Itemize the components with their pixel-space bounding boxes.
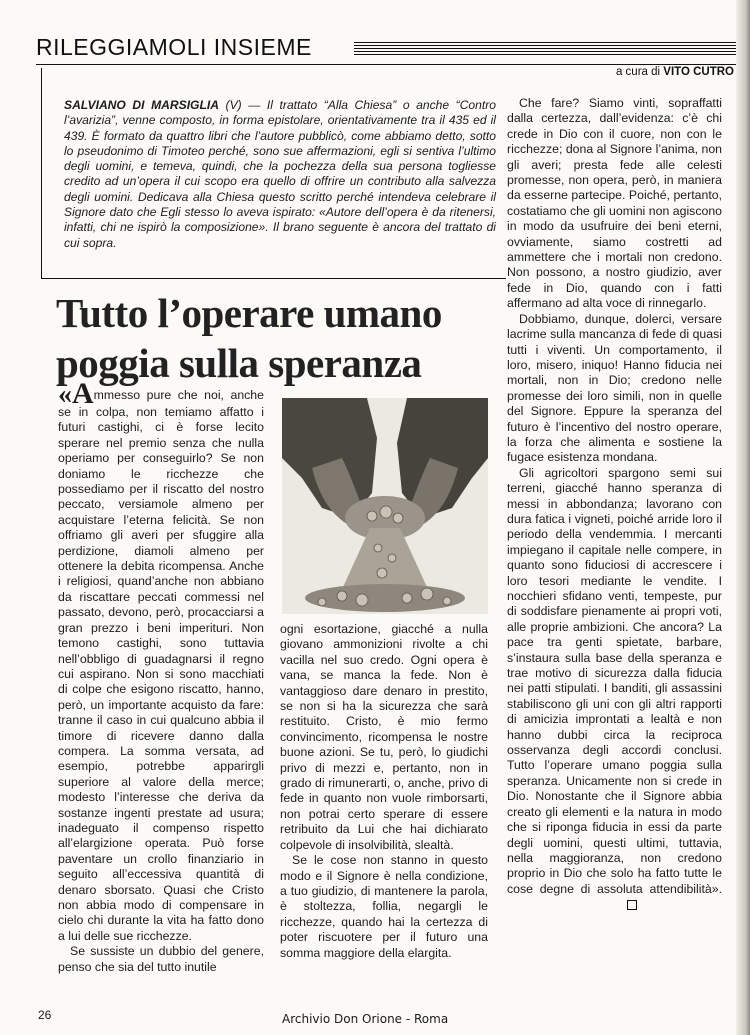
intro-text: (V) — Il trattato “Alla Chiesa” o anche “Contro l’avarizia”, venne composto, in forma epistolare, orientativamente tra il 435 ed il 439. È formato da quattro libri che l’autore pubblicò, come abbiamo detto, sotto lo pseudonimo di Timoteo perché, sono sue affermazioni, egli si sentiva l’ultimo degli uomini, e temeva, quindi, che la pochezza della sua persona togliesse credito ad un’opera il cui scopo era quello di offrire un contributo alla salvezza degli uomini. Dedicava alla Chiesa questo scritto perché intendeva celebrare il Signore dato che Egli stesso lo aveva ispirato: «Autore dell’opera è da ritenersi, infatti, chi ne ispirò la composizione». Il brano seguente è ancora del trattato di cui sopra. [64, 98, 496, 250]
header-rule [36, 64, 736, 65]
page-edge-shadow [736, 0, 750, 1035]
article-paragraph: Dobbiamo, dunque, dolerci, versare lacrime sulla mancanza di fede di quasi tutti i viventi. Un comportamento, il loro, misero, iniquo! Hanno fiducia nei mortali, non in Dio; credono nelle promesse dei loro simili, non in quelle del Signore. Eppure la speranza del futuro è l’incentivo del nostro operare, la forza che alimenta e sostiene la fugace esistenza mondana. [507, 311, 722, 465]
article-column-3 [507, 96, 722, 913]
credit-name: VITO CUTRO [663, 66, 734, 78]
end-of-article-box-icon [627, 900, 637, 910]
article-paragraph: Se le cose non stanno in questo modo e il Signore è nella condizione, a tuo giudizio, di mantenere la parola, è stoltezza, follia, negargli le ricchezze, quando hai la certezza di poter riscuotere per il futuro una somma maggiore della elargita. [280, 853, 488, 960]
open-quote: « [58, 379, 72, 410]
intro-frame-left [41, 68, 42, 278]
article-column-2 [280, 622, 488, 961]
article-paragraph: Che fare? Siamo vinti, sopraffatti dalla certezza, dall’evidenza: c’è chi crede in Dio con il cuore, non con le ricchezze; dona al Signore l’anima, non gli averi; presta fede alle celesti promesse, non opera, però, in maniera da esserne partecipe. Poiché, pertanto, costatiamo che gli uomini non agiscono in modo da usufruire dei beni eterni, ovviamente, siamo costretti ad ammettere che i mortali non credono. Non possono, a nostro giudizio, aver fede in Dio, quando con i fatti affermano ad alta voce di rinnegarlo. [507, 96, 722, 311]
section-header [36, 34, 736, 68]
intro-author: SALVIANO DI MARSIGLIA [64, 98, 219, 112]
coins-hands-photo [282, 398, 488, 614]
paragraph-text: Gli agricoltori spargono semi sui terreni, giacché hanno speranza di messi in abbondanza; lavorano con dura fatica i vigneti, poiché arride loro il periodo della vendemmia. I mercanti impiegano il capitale nelle compere, in quanto sono fiduciosi di accrescere i loro tesori mediante le vendite. I nocchieri sfidano venti, tempeste, pur di soddisfare pienamente ai propri voti, alle proprie ambizioni. Che ancora? La pace tra genti spietate, barbare, s’instaura sulla base della speranza e trae motivo di sicurezza dalla fiducia nei patti stipulati. I banditi, gli assassini stabiliscono gli uni con gli altri rapporti di amicizia improntati a lealtà e non hanno dubbi circa la reciproca osservanza degli accordi conclusi. Tutto l’operare umano poggia sulla speranza. Unicamente non si crede in Dio. Nonostante che il Signore abbia creato gli elementi e la natura in modo che si riponga fiducia in essi da parte degli uomini, questi ultimi, tuttavia, nella maggioranza, non credono proprio in Dio che solo ha fatto tutte le cose degne di assoluta attendibilità». [507, 465, 722, 896]
paragraph-text: mmesso pure che noi, anche se in colpa, non temiamo affatto i futuri castighi, ci è forse lecito sperare nel premio senza che nulla operiamo per conseguirlo? Se non doniamo le ricchezze che possediamo per il riscatto del nostro peccato, versiamole almeno per acquistare l’eterna felicità. Se non offriamo gli averi per sfuggire alla perdizione, diamoli almeno per ottenere la debita ricompensa. Anche i religiosi, quand’anche non abbiano da riscattare peccati commessi nel passato, devono, però, procacciarsi a gran prezzo i beni imperituri. Non temono castighi, sono tuttavia nell’obbligo di guadagnarsi il regno cui aspirano. Non si sono macchiati di colpe che esigono riscatto, hanno, però, un importante acquisto da fare: tranne il caso in cui qualcuno abbia il timore di ricevere danno dalla compera. La somma versata, ad esempio, potrebbe apparirgli superiore al valore della merce; modesto l’interesse che deriva da sostanze ingenti prestate ad usura; inadeguato il compenso rispetto all’elargizione operata. Può forse paventare un crollo finanziario in seguito all’eccessiva quantità di denaro sborsato. Quasi che Cristo non abbia modo di compensare in cielo chi durante la vita ha fatto dono a lui delle sue ricchezze. [58, 388, 264, 943]
drop-cap: A [72, 377, 94, 410]
section-title: RILEGGIAMOLI INSIEME [36, 34, 312, 60]
article-paragraph: Se sussiste un dubbio del genere, penso che sia del tutto inutile [58, 944, 264, 974]
coins-hands-illustration [282, 398, 488, 614]
article-paragraph [507, 466, 722, 913]
page-number: 26 [38, 1008, 52, 1022]
article-headline: Tutto l’operare umano poggia sulla speranza [56, 290, 442, 386]
intro-frame-bottom [41, 278, 506, 279]
article-column-1 [58, 377, 264, 975]
archive-footer: Archivio Don Orione - Roma [282, 1012, 449, 1026]
author-credit [616, 66, 734, 78]
article-paragraph: ogni esortazione, giacché a nulla giovano ammonizioni rivolte a chi vacilla nel suo credo. Ogni opera è vana, se manca la fede. Non è vantaggioso dare denaro in prestito, se non si ha la sicurezza che sarà restituito. Cristo, è mio fermo convincimento, ricompensa le nostre buone azioni. Se tu, però, lo giudichi privo di mezzi e, pertanto, non in grado di rimunerarti, o, anche, privo di fede in quanto non vuole rimborsarti, non potrai certo sperare di essere retribuito da Lui che hai dichiarato colpevole di insolvibilità, slealtà. [280, 622, 488, 852]
article-paragraph [58, 377, 264, 944]
header-decorative-lines [354, 42, 736, 56]
credit-prefix: a cura di [615, 66, 661, 78]
intro-paragraph [64, 98, 496, 251]
